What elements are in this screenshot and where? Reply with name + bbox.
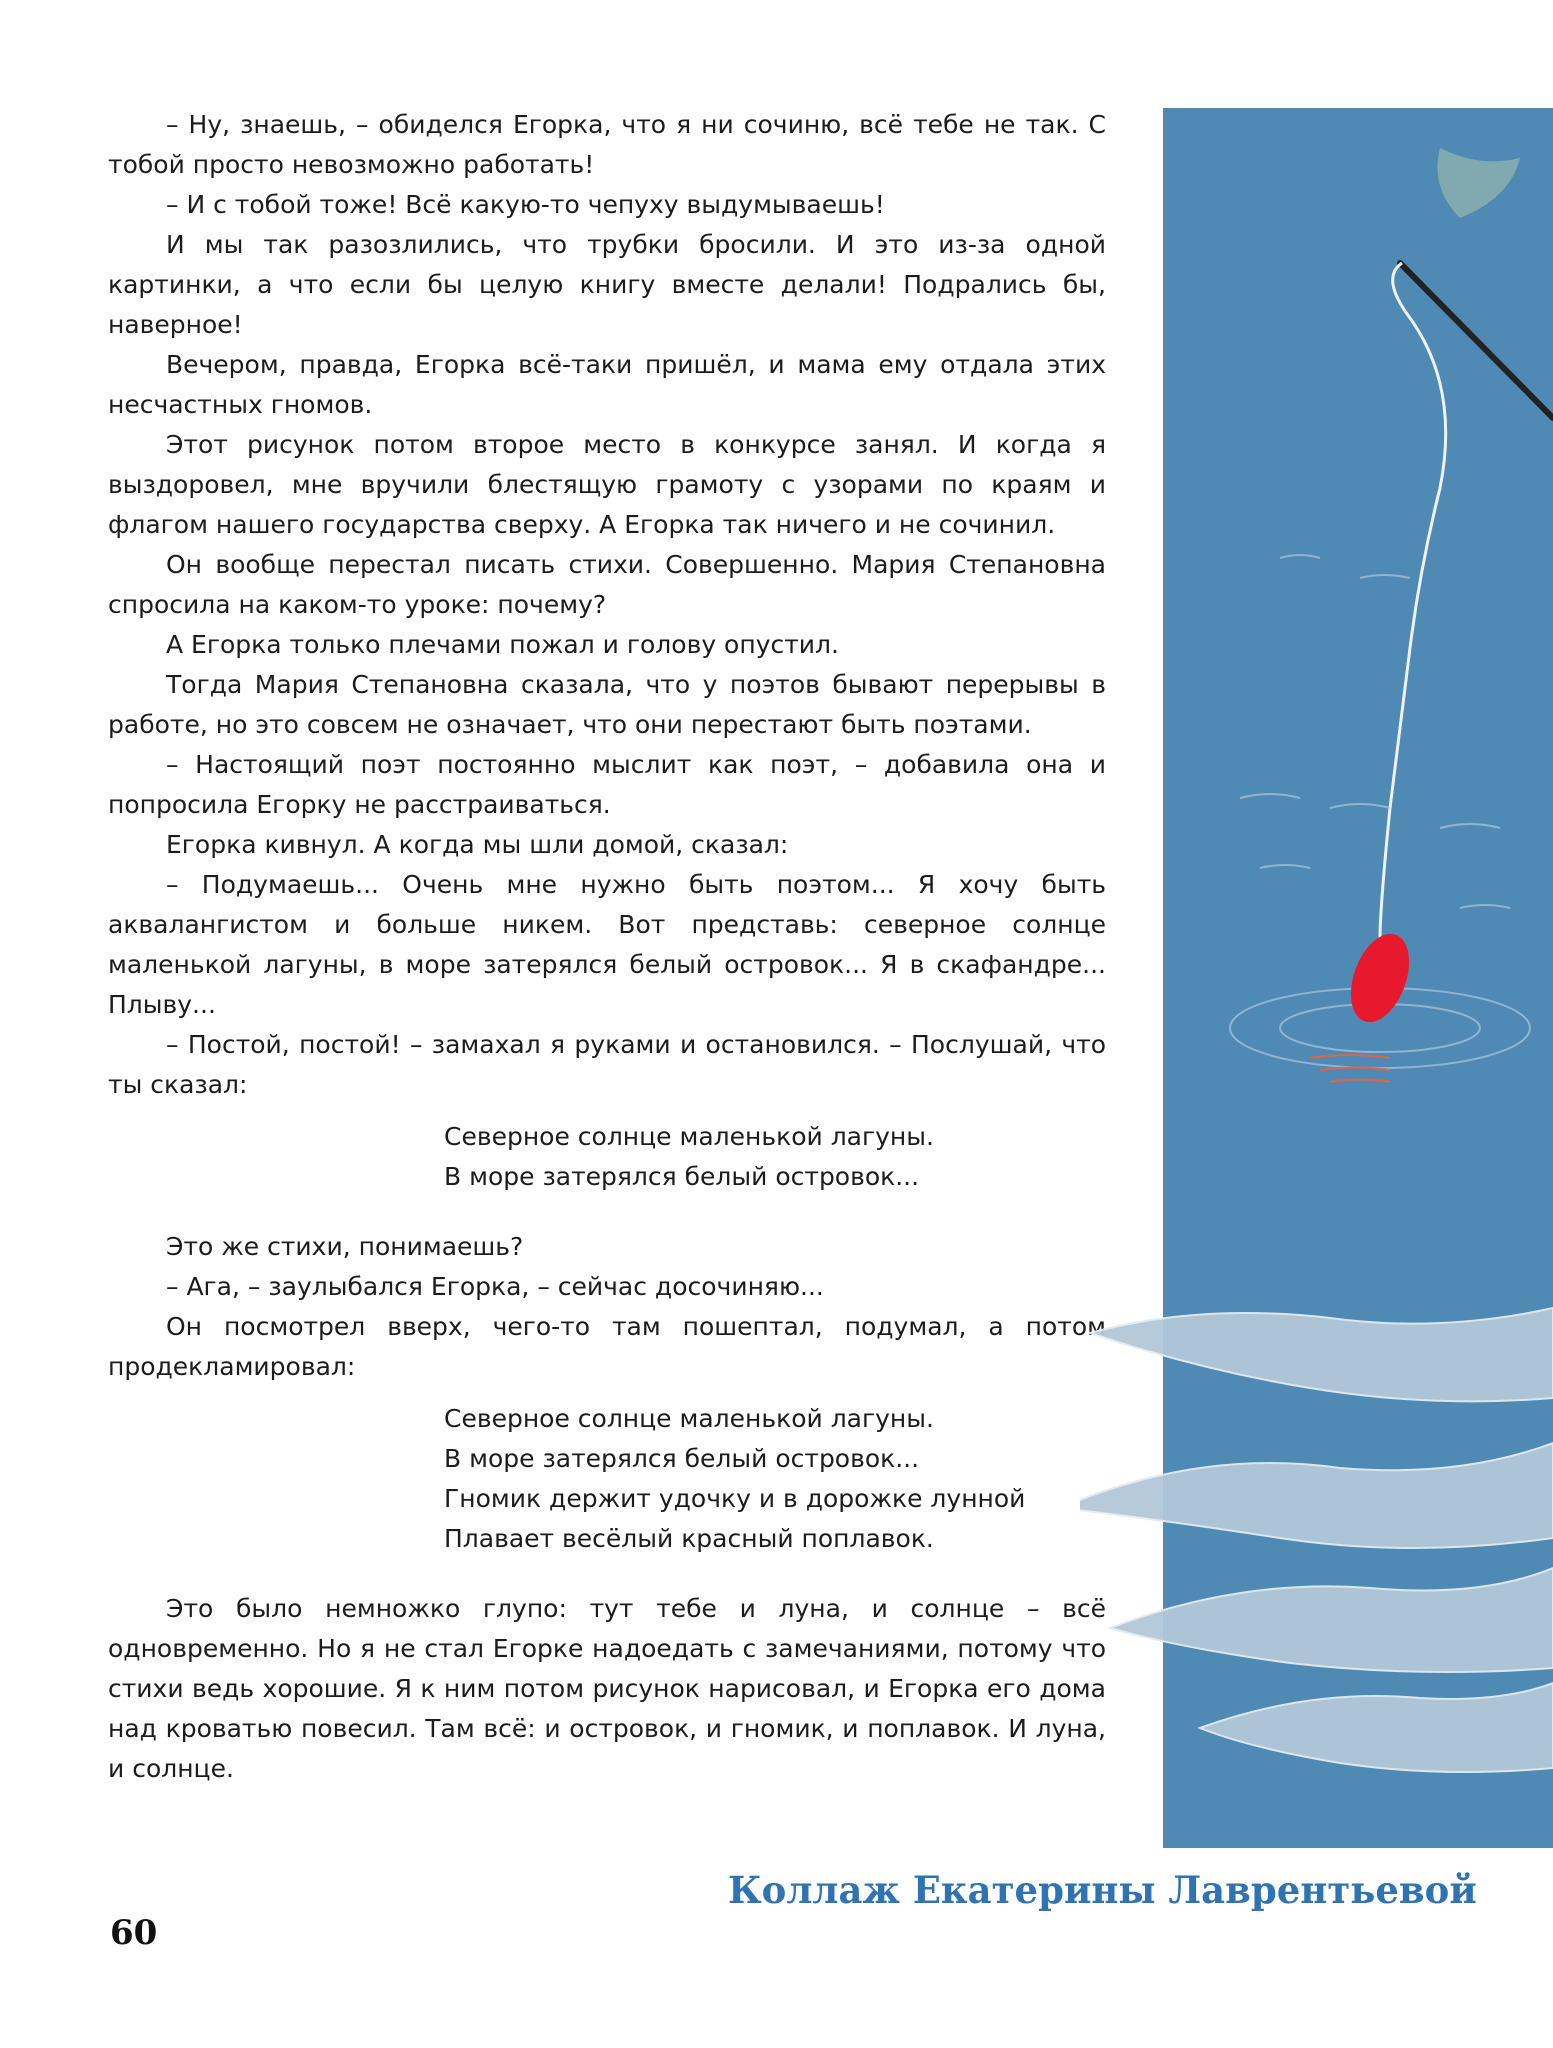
verse-block-2 <box>108 1399 1106 1559</box>
paragraph: Это было немножко глупо: тут тебе и луна, и солнце – всё одновременно. Но я не стал Егорке надоедать с замечаниями, потому что стихи ведь хорошие. Я к ним потом рисунок нарисовал, и Егорка его дома над кроватью повесил. Там всё: и островок, и гномик, и поплавок. И луна, и солнце. <box>108 1594 1106 1783</box>
paragraph: – Настоящий поэт постоянно мыслит как поэт, – добавила она и попросила Егорку не расстраиваться. <box>108 750 1106 819</box>
paragraph: Вечером, правда, Егорка всё-таки пришёл, и мама ему отдала этих несчастных гномов. <box>108 350 1106 419</box>
verse-line: В море затерялся белый островок... <box>444 1444 920 1473</box>
paragraph: – Ну, знаешь, – обиделся Егорка, что я ни сочиню, всё тебе не так. С тобой просто невозможно работать! <box>108 110 1106 179</box>
paragraph: – Постой, постой! – замахал я руками и остановился. – Послушай, что ты сказал: <box>108 1030 1106 1099</box>
paragraph: Это же стихи, понимаешь? <box>166 1232 524 1261</box>
paragraph: – И с тобой тоже! Всё какую-то чепуху выдумываешь! <box>166 190 885 219</box>
paragraph: А Егорка только плечами пожал и голову опустил. <box>166 630 839 659</box>
paragraph: И мы так разозлились, что трубки бросили. И это из-за одной картинки, а что если бы целую книгу вместе делали! Подрались бы, наверное! <box>108 230 1106 339</box>
paragraph: Тогда Мария Степановна сказала, что у поэтов бывают перерывы в работе, но это совсем не означает, что они перестают быть поэтами. <box>108 670 1106 739</box>
illustration-caption: Коллаж Екатерины Лаврентьевой <box>728 1868 1477 1912</box>
story-text <box>108 105 1106 1789</box>
verse-line: Северное солнце маленькой лагуны. <box>444 1404 934 1433</box>
paper-waves <box>1080 1308 1553 1772</box>
page-number: 60 <box>110 1913 158 1953</box>
paragraph-group-c <box>108 1589 1106 1789</box>
paragraph: Этот рисунок потом второе место в конкурсе занял. И когда я выздоровел, мне вручили блестящую грамоту с узорами по краям и флагом нашего государства сверху. А Егорка так ничего и не сочинил. <box>108 430 1106 539</box>
verse-block-1 <box>108 1117 1106 1197</box>
verse-line: Северное солнце маленькой лагуны. <box>444 1122 934 1151</box>
paragraph-group-b <box>108 1227 1106 1387</box>
verse-line: В море затерялся белый островок... <box>444 1162 920 1191</box>
verse-line: Плавает весёлый красный поплавок. <box>444 1524 934 1553</box>
paragraph: Он посмотрел вверх, чего-то там пошептал, подумал, а потом продекламировал: <box>108 1312 1106 1381</box>
paragraph: Егорка кивнул. А когда мы шли домой, сказал: <box>166 830 789 859</box>
verse-line: Гномик держит удочку и в дорожке лунной <box>444 1484 1026 1513</box>
paragraph-group-a <box>108 105 1106 1105</box>
paragraph: – Подумаешь... Очень мне нужно быть поэтом... Я хочу быть аквалангистом и больше никем. Вот представь: северное солнце маленькой лагуны, в море затерялся белый островок... Я в скафандре... Плыву... <box>108 870 1106 1019</box>
collage-illustration <box>1080 108 1553 1848</box>
paragraph: – Ага, – заулыбался Егорка, – сейчас досочиняю... <box>166 1272 824 1301</box>
paragraph: Он вообще перестал писать стихи. Совершенно. Мария Степановна спросила на каком-то уроке: почему? <box>108 550 1106 619</box>
